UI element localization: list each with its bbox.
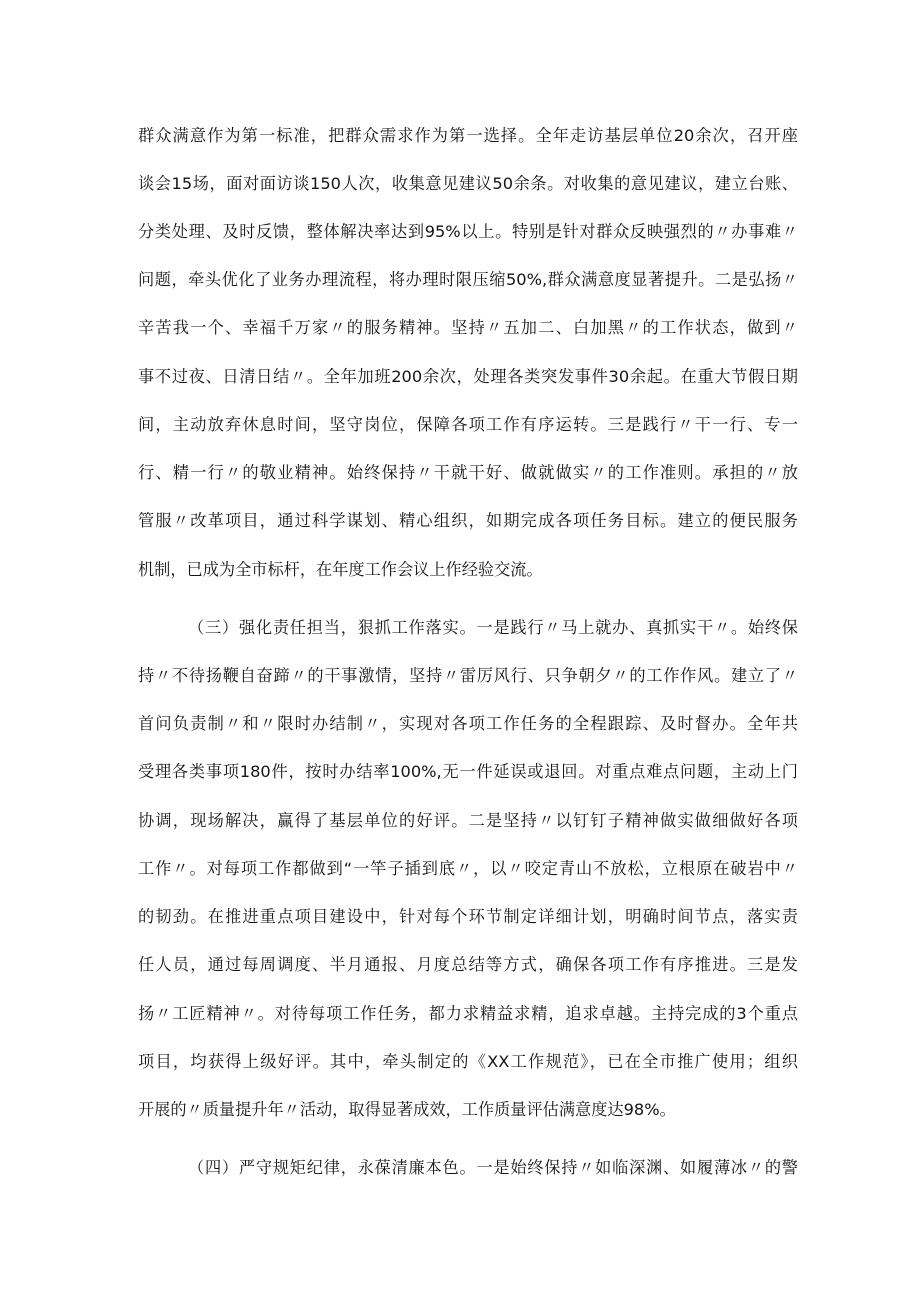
text-line: 谈会15场，面对面访谈150人次，收集意见建议50余条。对收集的意见建议，建立台账、	[138, 174, 798, 193]
text-line: 行、精一行〃的敬业精神。始终保持〃干就干好、做就做实〃的工作准则。承担的〃放	[138, 463, 798, 482]
text-line: 间，主动放弃休息时间，坚守岗位，保障各项工作有序运转。三是践行〃干一行、专一	[138, 415, 798, 434]
text-line: 扬〃工匠精神〃。对待每项工作任务，都力求精益求精，追求卓越。主持完成的3个重点	[138, 1004, 798, 1023]
text-line: 的韧劲。在推进重点项目建设中，针对每个环节制定详细计划，明确时间节点，落实责	[138, 907, 798, 926]
text-line: 机制，已成为全市标杆，在年度工作会议上作经验交流。	[138, 560, 543, 579]
text-line: 协调，现场解决，赢得了基层单位的好评。二是坚持〃以钉钉子精神做实做细做好各项	[138, 811, 798, 830]
text-line: 任人员，通过每周调度、半月通报、月度总结等方式，确保各项工作有序推进。三是发	[138, 955, 798, 974]
text-line: 事不过夜、日清日结〃。全年加班200余次，处理各类突发事件30余起。在重大节假日期	[138, 367, 798, 386]
text-line: 问题，牵头优化了业务办理流程，将办理时限压缩50%,群众满意度显著提升。二是弘扬〃	[138, 270, 798, 289]
text-line: 工作〃。对每项工作都做到“一竿子插到底〃，以〃咬定青山不放松，立根原在破岩中〃	[138, 859, 798, 878]
text-line: 持〃不待扬鞭自奋蹄〃的干事激情，坚持〃雷厉风行、只争朝夕〃的工作作风。建立了〃	[138, 666, 798, 685]
text-line: 管服〃改革项目，通过科学谋划、精心组织，如期完成各项任务目标。建立的便民服务	[138, 511, 798, 530]
text-line: 首问负责制〃和〃限时办结制〃，实现对各项工作任务的全程跟踪、及时督办。全年共	[138, 714, 798, 733]
text-line: 群众满意作为第一标准，把群众需求作为第一选择。全年走访基层单位20余次，召开座	[138, 126, 798, 145]
paragraph-first-line: （三）强化责任担当，狠抓工作落实。一是践行〃马上就办、真抓实干〃。始终保	[188, 618, 798, 637]
text-line: 分类处理、及时反馈，整体解决率达到95%以上。特别是针对群众反映强烈的〃办事难〃	[138, 222, 798, 241]
text-line: 开展的〃质量提升年〃活动，取得显著成效，工作质量评估满意度达98%。	[138, 1100, 676, 1119]
text-line: 项目，均获得上级好评。其中，牵头制定的《XX工作规范》，已在全市推广使用；组织	[138, 1052, 798, 1071]
text-line: 受理各类事项180件，按时办结率100%,无一件延误或退回。对重点难点问题，主动上门	[138, 762, 798, 781]
text-line: 辛苦我一个、幸福千万家〃的服务精神。坚持〃五加二、白加黑〃的工作状态，做到〃	[138, 318, 798, 337]
paragraph-first-line: （四）严守规矩纪律，永葆清廉本色。一是始终保持〃如临深渊、如履薄冰〃的警	[188, 1158, 798, 1177]
